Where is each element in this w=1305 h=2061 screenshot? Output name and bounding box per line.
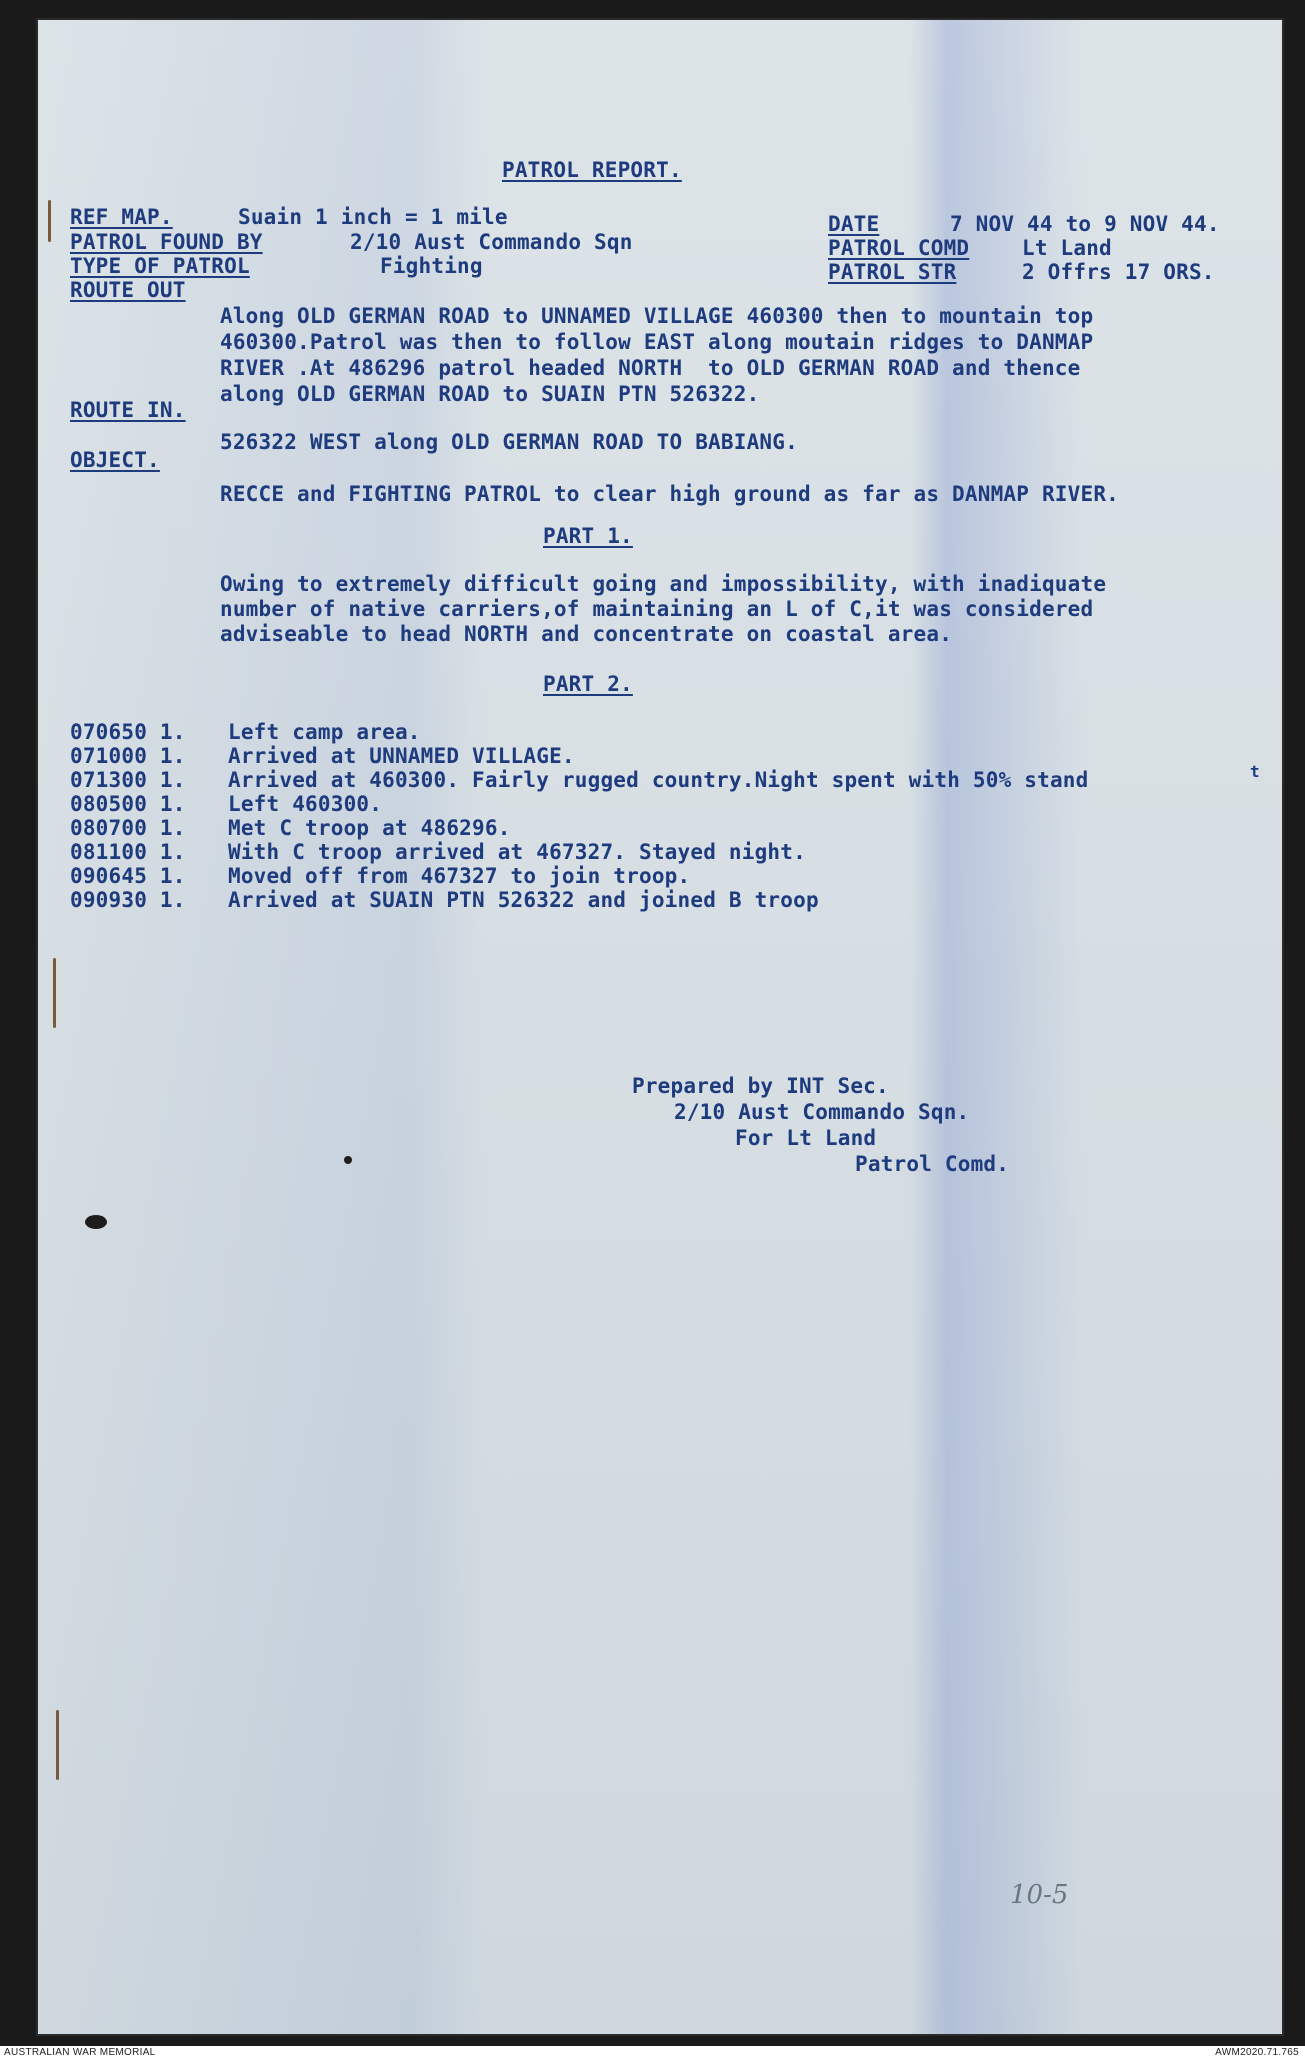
patrol-comd-label: PATROL COMD	[828, 236, 970, 260]
route-out-line: along OLD GERMAN ROAD to SUAIN PTN 526322.	[220, 382, 760, 406]
route-in-text: 526322 WEST along OLD GERMAN ROAD TO BABIANG.	[220, 430, 798, 454]
log-time: 070650 1.	[70, 720, 186, 744]
patrol-comd-value: Lt Land	[1022, 236, 1112, 260]
patrol-found-value: 2/10 Aust Commando Sqn	[350, 230, 633, 254]
ink-blot	[85, 1215, 107, 1229]
ref-map-value: Suain 1 inch = 1 mile	[238, 205, 508, 229]
route-out-label: ROUTE OUT	[70, 278, 186, 302]
footer-accession: AWM2020.71.765	[1215, 2047, 1299, 2058]
object-text: RECCE and FIGHTING PATROL to clear high ground as far as DANMAP RIVER.	[220, 482, 1120, 506]
log-entry: Arrived at 460300. Fairly rugged country.Night spent with 50% stand	[228, 768, 1089, 792]
signature-line: Patrol Comd.	[855, 1152, 1010, 1176]
signature-line: Prepared by INT Sec.	[632, 1074, 889, 1098]
staple-mark-middle	[53, 958, 56, 1028]
archive-footer	[0, 2046, 1305, 2061]
log-time: 081100 1.	[70, 840, 186, 864]
part2-heading: PART 2.	[543, 672, 633, 696]
route-out-line: 460300.Patrol was then to follow EAST along moutain ridges to DANMAP	[220, 330, 1094, 354]
report-title: PATROL REPORT.	[502, 158, 682, 182]
handwritten-note: 10-5	[1010, 1880, 1069, 1910]
log-time: 080700 1.	[70, 816, 186, 840]
log-entry: Left 460300.	[228, 792, 383, 816]
log-entry: Moved off from 467327 to join troop.	[228, 864, 691, 888]
route-out-line: Along OLD GERMAN ROAD to UNNAMED VILLAGE 460300 then to mountain top	[220, 304, 1094, 328]
object-label: OBJECT.	[70, 448, 160, 472]
ref-map-label: REF MAP.	[70, 205, 173, 229]
part1-heading: PART 1.	[543, 524, 633, 548]
log-entry: Arrived at SUAIN PTN 526322 and joined B troop	[228, 888, 819, 912]
patrol-str-label: PATROL STR	[828, 260, 957, 284]
part1-line: number of native carriers,of maintaining an L of C,it was considered	[220, 597, 1094, 621]
date-label: DATE	[828, 212, 880, 236]
signature-line: For Lt Land	[735, 1126, 877, 1150]
patrol-str-value: 2 Offrs 17 ORS.	[1022, 260, 1215, 284]
log-entry: Arrived at UNNAMED VILLAGE.	[228, 744, 575, 768]
log-time: 071300 1.	[70, 768, 186, 792]
ink-dot	[344, 1156, 352, 1164]
type-of-patrol-value: Fighting	[380, 254, 483, 278]
part1-line: Owing to extremely difficult going and impossibility, with inadiquate	[220, 572, 1107, 596]
log-entry: With C troop arrived at 467327. Stayed night.	[228, 840, 806, 864]
log-entry: Left camp area.	[228, 720, 421, 744]
patrol-found-label: PATROL FOUND BY	[70, 230, 263, 254]
route-out-line: RIVER .At 486296 patrol headed NORTH to OLD GERMAN ROAD and thence	[220, 356, 1081, 380]
footer-institution: AUSTRALIAN WAR MEMORIAL	[4, 2047, 156, 2058]
date-value: 7 NOV 44 to 9 NOV 44.	[950, 212, 1220, 236]
log-time: 090645 1.	[70, 864, 186, 888]
log-time: 090930 1.	[70, 888, 186, 912]
log-time: 080500 1.	[70, 792, 186, 816]
log-entry: Met C troop at 486296.	[228, 816, 511, 840]
staple-mark-bottom	[56, 1710, 59, 1780]
signature-line: 2/10 Aust Commando Sqn.	[674, 1100, 970, 1124]
staple-mark-top	[48, 200, 51, 242]
part1-line: adviseable to head NORTH and concentrate on coastal area.	[220, 622, 953, 646]
log-overflow: t	[1250, 762, 1260, 781]
log-time: 071000 1.	[70, 744, 186, 768]
route-in-label: ROUTE IN.	[70, 398, 186, 422]
type-of-patrol-label: TYPE OF PATROL	[70, 254, 250, 278]
